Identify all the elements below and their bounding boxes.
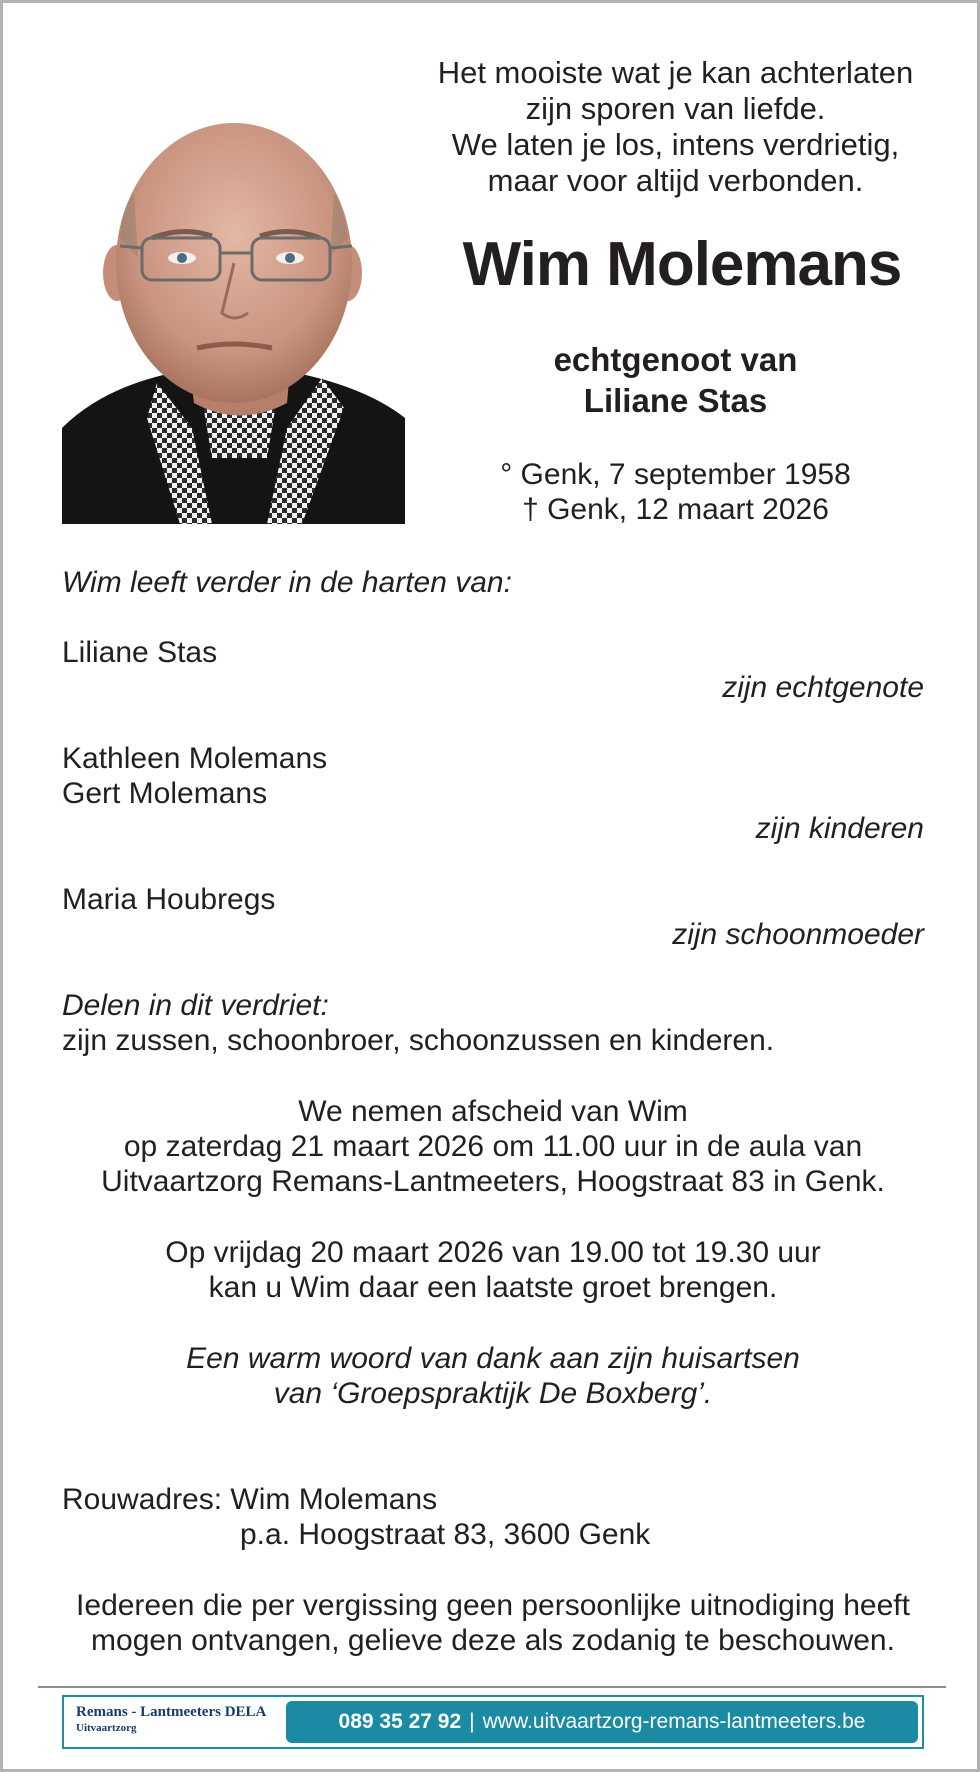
mourner-name: Liliane Stas [62,636,218,669]
logo-title: Remans - Lantmeeters DELA [76,1704,267,1720]
farewell-line: op zaterdag 21 maart 2026 om 11.00 uur in de aula van [123,1130,863,1163]
visit-line: Op vrijdag 20 maart 2026 van 19.00 tot 19.30 uur [165,1236,821,1269]
death-date: † Genk, 12 maart 2026 [522,493,829,526]
contact-bar [286,1701,918,1743]
address-label: Rouwadres: Wim Molemans [62,1483,438,1516]
farewell-block [62,1094,924,1199]
funeral-home-footer [62,1695,924,1749]
mourner-relation: zijn kinderen [755,812,924,845]
poem [423,55,928,199]
life-dates [423,457,928,527]
phone-number[interactable]: 089 35 27 92 [338,1710,462,1733]
notice-line: mogen ontvangen, gelieve deze als zodanig te beschouwen. [91,1624,895,1657]
mourner-relation: zijn echtgenote [722,671,924,704]
thanks-line: van ‘Groepspraktijk De Boxberg’. [273,1377,713,1410]
spouse-name: Liliane Stas [583,382,768,419]
share-label: Delen in dit verdriet: [62,989,329,1022]
website-link[interactable]: www.uitvaartzorg-remans-lantmeeters.be [482,1710,866,1733]
visit-block [62,1235,924,1305]
thanks-block [62,1341,924,1411]
mourner-name: Gert Molemans [62,777,268,810]
logo-subtitle: Uitvaartzorg [76,1722,137,1734]
mourner-group [62,741,924,846]
poem-line: zijn sporen van liefde. [525,91,826,126]
spouse-label: echtgenoot van [553,341,798,378]
poem-line: We laten je los, intens verdrietig, [451,127,900,162]
share-block [62,988,924,1058]
notice-line: Iedereen die per vergissing geen persoonlijke uitnodiging heeft [76,1589,910,1622]
mourner-relation: zijn schoonmoeder [672,918,924,951]
visit-line: kan u Wim daar een laatste groet brengen. [208,1271,778,1304]
farewell-line: We nemen afscheid van Wim [298,1095,688,1128]
deceased-name: Wim Molemans [462,230,902,299]
portrait-illustration [62,98,405,524]
mourners-intro: Wim leeft verder in de harten van: [62,566,512,599]
poem-line: Het mooiste wat je kan achterlaten [437,55,914,90]
poem-line: maar voor altijd verbonden. [487,163,864,198]
portrait-photo [62,98,405,524]
mourning-address [62,1482,924,1552]
share-text: zijn zussen, schoonbroer, schoonzussen en kinderen. [62,1024,775,1057]
footer-divider [38,1686,946,1688]
invitation-notice [62,1588,924,1658]
mourner-name: Kathleen Molemans [62,742,328,775]
thanks-line: Een warm woord van dank aan zijn huisartsen [186,1342,800,1375]
mourner-group [62,882,924,952]
contact-separator: | [469,1710,475,1733]
birth-date: ° Genk, 7 september 1958 [500,458,851,491]
mourner-name: Maria Houbregs [62,883,276,916]
spouse-block [423,339,928,421]
farewell-line: Uitvaartzorg Remans-Lantmeeters, Hoogstraat 83 in Genk. [101,1165,885,1198]
mourner-group [62,635,924,705]
address-line: p.a. Hoogstraat 83, 3600 Genk [240,1518,651,1551]
